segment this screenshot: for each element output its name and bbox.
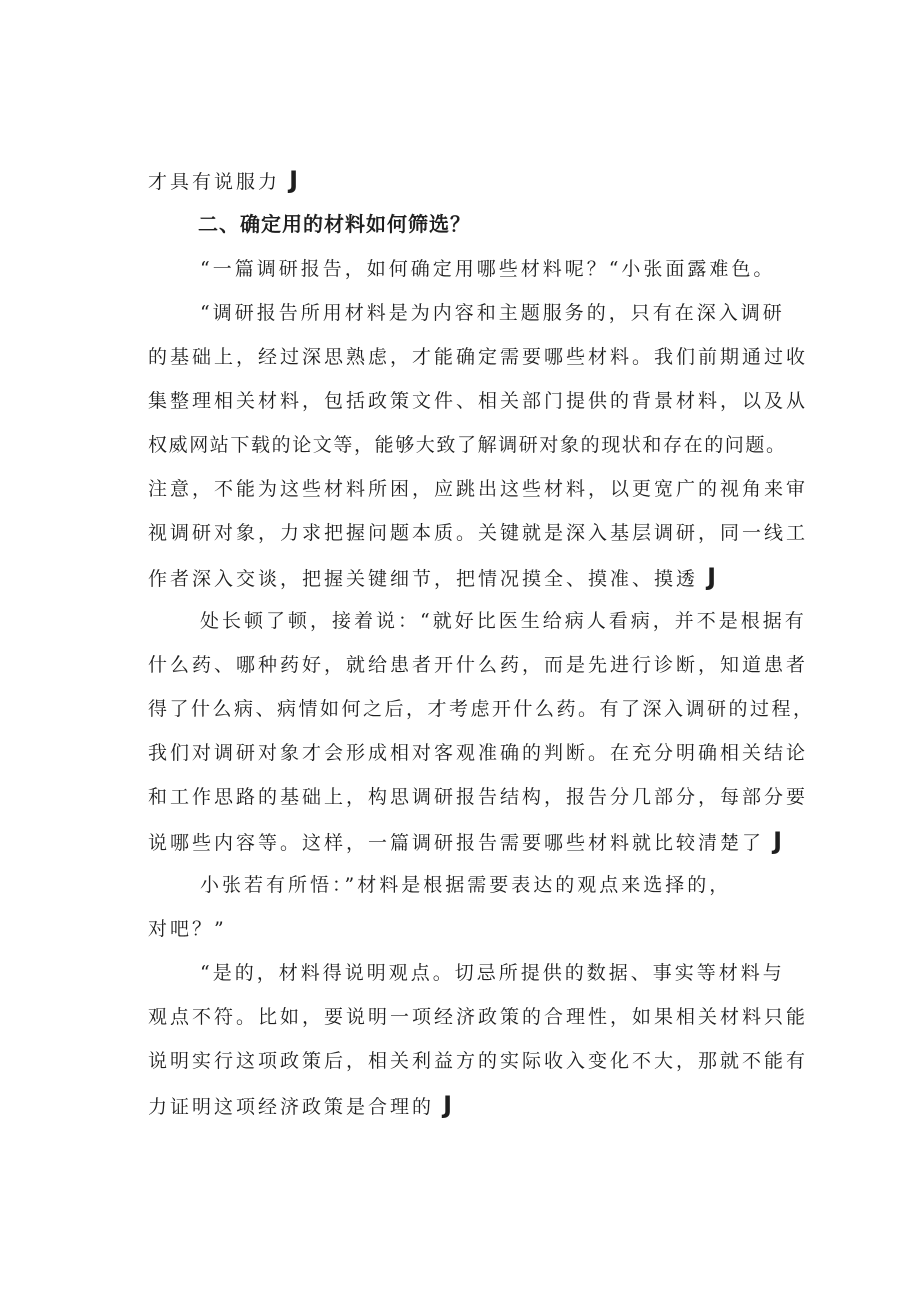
- text-line: 集整理相关材料，包括政策文件、相关部门提供的背景材料，以及从: [148, 390, 809, 412]
- text-line: “一篇调研报告，如何确定用哪些材料呢？“小张面露难色。: [200, 258, 776, 280]
- text-line: 对吧？”: [148, 918, 227, 940]
- text-line: 说明实行这项政策后，相关利益方的实际收入变化不大，那就不能有: [148, 1050, 809, 1072]
- text-line: 说哪些内容等。这样，一篇调研报告需要哪些材料就比较清楚了 J: [148, 827, 782, 855]
- end-mark: J: [443, 1091, 452, 1119]
- text-line: 注意，不能为这些材料所困，应跳出这些材料，以更宽广的视角来审: [148, 478, 809, 500]
- text-line: 观点不符。比如，要说明一项经济政策的合理性，如果相关材料只能: [148, 1006, 809, 1028]
- text-line: “是的，材料得说明观点。切忌所提供的数据、事实等材料与: [200, 962, 785, 984]
- end-mark: J: [773, 827, 782, 855]
- end-mark: J: [289, 166, 298, 194]
- end-mark: J: [707, 563, 716, 591]
- section-heading: 二、确定用的材料如何筛选？: [198, 212, 471, 236]
- text-line: 什么药、哪种药好，就给患者开什么药，而是先进行诊断，知道患者: [148, 654, 809, 676]
- text-line: 的基础上，经过深思熟虑，才能确定需要哪些材料。我们前期通过收: [148, 346, 809, 368]
- text-line: 小张若有所悟：”材料是根据需要表达的观点来选择的，: [200, 874, 732, 896]
- text-line: “调研报告所用材料是为内容和主题服务的，只有在深入调研: [200, 302, 785, 324]
- text-line: 视调研对象，力求把握问题本质。关键就是深入基层调研，同一线工: [148, 522, 809, 544]
- text-line: 力证明这项经济政策是合理的 J: [148, 1091, 452, 1119]
- text-line: 作者深入交谈，把握关键细节，把情况摸全、摸准、摸透 J: [148, 563, 716, 591]
- text-line: 得了什么病、病情如何之后，才考虑开什么药。有了深入调研的过程，: [148, 698, 815, 720]
- text-line: 权威网站下载的论文等，能够大致了解调研对象的现状和存在的问题。: [148, 434, 787, 456]
- text-line: 才具有说服力 J: [148, 166, 298, 194]
- text-line: 和工作思路的基础上，构思调研报告结构，报告分几部分，每部分要: [148, 786, 809, 808]
- text-line: 处长顿了顿，接着说：“就好比医生给病人看病，并不是根据有: [200, 610, 807, 632]
- text-line: 我们对调研对象才会形成相对客观准确的判断。在充分明确相关结论: [148, 742, 809, 764]
